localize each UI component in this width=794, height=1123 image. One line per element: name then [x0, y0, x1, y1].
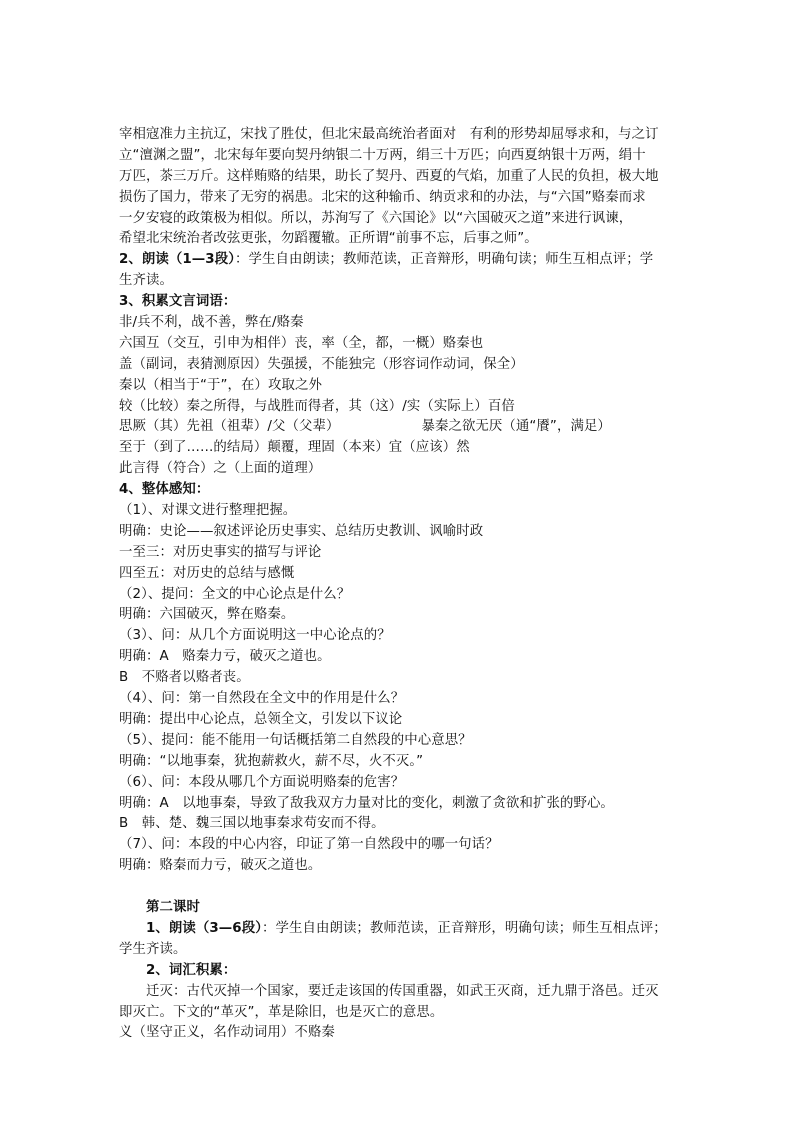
text-line: 明确：A 赂秦力亏，破灭之道也。: [119, 649, 331, 665]
text-line: 此言得（符合）之（上面的道理）: [119, 461, 322, 477]
text-line: （4）、问：第一自然段在全文中的作用是什么？: [119, 691, 405, 707]
intro-paragraph: [119, 125, 679, 250]
section-heading: 4、整体感知：: [119, 482, 210, 498]
text-line: 四至五：对历史的总结与感慨: [119, 565, 295, 581]
section-heading: 2、词汇积累：: [146, 962, 237, 978]
text-line: 较（比较）秦之所得，与战胜而得者，其（这）/实（实际上）百倍: [119, 398, 515, 414]
section-reading: [119, 250, 679, 292]
text-line: 明确：A 以地事秦，导致了敌我双方力量对比的变化，刺激了贪欲和扩张的野心。: [119, 795, 614, 811]
text-line: （7）、问：本段的中心内容，印证了第一自然段中的哪一句话？: [119, 837, 499, 853]
text-line: 希望北宋统治者改弦更张，勿蹈覆辙。正所谓“前事不忘，后事之师”。: [119, 231, 538, 247]
text-line: B 韩、楚、魏三国以地事秦求苟安而不得。: [119, 816, 385, 832]
text-line: 明确：六国破灭，弊在赂秦。: [119, 607, 295, 623]
text-line: B 不赂者以赂者丧。: [119, 670, 250, 686]
text-line: 学生齐读。: [119, 941, 187, 957]
text-line: 六国互（交互，引申为相伴）丧，率（全，都，一概）赂秦也: [119, 335, 484, 351]
text-line: 明确：史论——叙述评论历史事实、总结历史教训、讽喻时政: [119, 523, 484, 539]
text-line: 即灭亡。下文的“革灭”，革是除旧，也是灭亡的意思。: [119, 1004, 444, 1020]
section-text: ：学生自由朗读；教师范读，正音辩形，明确句读；师生互相点评；: [262, 920, 667, 936]
spacer: [119, 877, 679, 898]
text-line: （1）、对课文进行整理把握。: [119, 503, 297, 519]
text-line: 一夕安寝的政策极为相似。所以，苏洵写了《六国论》以“六国破灭之道”来进行讽谏，: [119, 210, 633, 226]
text-line: 盖（副词，表猜测原因）失强援，不能独完（形容词作动词，保全）: [119, 356, 524, 372]
section-overview: [119, 480, 679, 877]
section-text: ：学生自由朗读；教师范读，正音辩形，明确句读；师生互相点评；学: [235, 252, 654, 268]
text-line: 非/兵不利，战不善，弊在/赂秦: [119, 315, 304, 331]
text-line: 损伤了国力，带来了无穷的祸患。北宋的这种输币、纳贡求和的办法，与“六国”赂秦而求: [119, 189, 646, 205]
text-line: 迁灭：古代灭掉一个国家，要迁走该国的传国重器，如武王灭商，迁九鼎于洛邑。迁灭: [146, 983, 659, 999]
text-line: 生齐读。: [119, 273, 173, 289]
text-line: 宰相寇准力主抗辽，宋找了胜仗，但北宋最高统治者面对 有利的形势却屈辱求和，与之订: [119, 127, 659, 142]
text-line: 明确：赂秦而力亏，破灭之道也。: [119, 858, 322, 874]
text-line: 一至三：对历史事实的描写与评论: [119, 544, 322, 560]
text-line: （5）、提问：能不能用一句话概括第二自然段的中心意思？: [119, 732, 472, 748]
document-body: [119, 125, 679, 1044]
text-line: [119, 919, 679, 940]
lesson-two: [119, 898, 679, 1044]
section-heading: 2、朗读（1—3段）: [119, 252, 235, 268]
section-heading-line: [119, 250, 679, 271]
lesson-title: 第二课时: [146, 900, 200, 916]
section-vocabulary: [119, 292, 679, 480]
text-line: 明确：提出中心论点，总领全文，引发以下议论: [119, 711, 403, 727]
text-line: （2）、提问：全文的中心论点是什么？: [119, 586, 351, 602]
text-line: 万匹，茶三万斤。这样贿赂的结果，助长了契丹、西夏的气焰，加重了人民的负担，极大地: [119, 168, 659, 184]
text-line: [119, 417, 679, 438]
text-line: 秦以（相当于“于”，在）攻取之外: [119, 377, 322, 393]
text-line: 至于（到了……的结局）颠覆，理固（本来）宜（应该）然: [119, 440, 470, 456]
section-heading: 1、朗读（3—6段）: [146, 920, 262, 936]
text-fragment: 暴秦之欲无厌（通“餍”，满足）: [421, 419, 611, 435]
text-line: （6）、问：本段从哪几个方面说明赂秦的危害？: [119, 774, 405, 790]
text-line: 立“澶渊之盟”，北宋每年要向契丹纳银二十万两，绢三十万匹；向西夏纳银十万两，绢十: [119, 147, 646, 163]
text-line: 明确：“以地事秦，犹抱薪救火，薪不尽，火不灭。”: [119, 753, 424, 769]
text-fragment: 思厥（其）先祖（祖辈）/父（父辈）: [119, 419, 340, 435]
section-heading: 3、积累文言词语：: [119, 294, 237, 310]
text-line: （3）、问：从几个方面说明这一中心论点的？: [119, 628, 391, 644]
text-line: 义（坚守正义，名作动词用）不赂秦: [119, 1025, 335, 1041]
